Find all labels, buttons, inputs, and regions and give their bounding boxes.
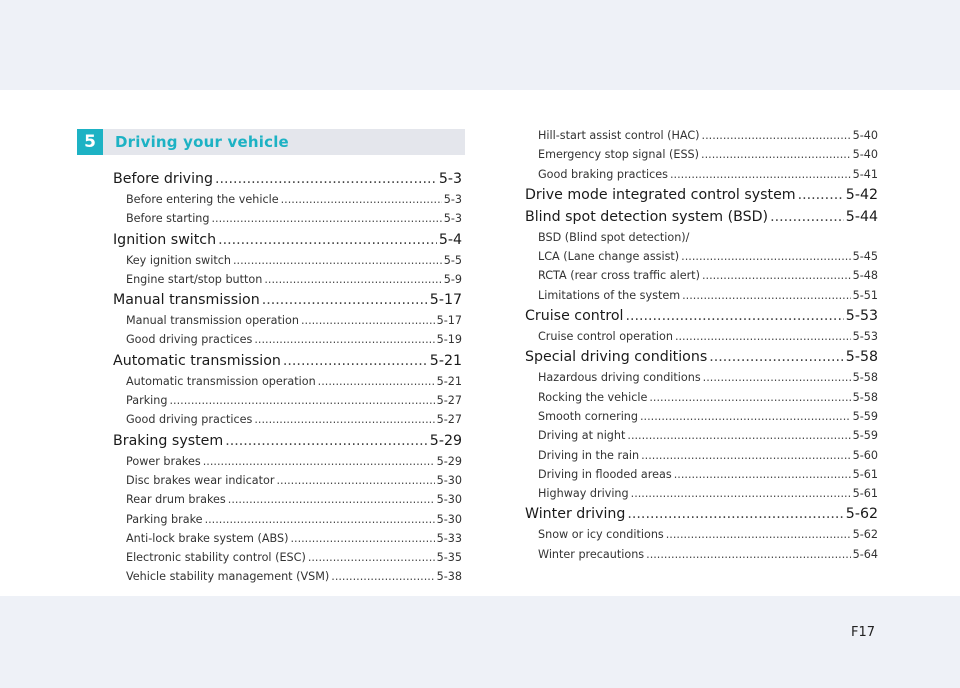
- toc-page-ref: 5-9: [443, 272, 462, 286]
- dot-leader: [666, 525, 851, 544]
- toc-page-ref: 5-61: [852, 467, 878, 481]
- dot-leader: [627, 426, 850, 445]
- toc-page-ref: 5-40: [852, 148, 878, 162]
- toc-entry-label: Special driving conditions: [525, 349, 708, 366]
- toc-page-ref: 5-19: [436, 333, 462, 347]
- toc-subsection-link[interactable]: [525, 545, 878, 564]
- toc-entry-label: LCA (Lane change assist): [538, 250, 680, 264]
- toc-entry-label: Before starting: [126, 212, 210, 226]
- toc-page-ref: 5-58: [852, 371, 878, 385]
- toc-subsection-link[interactable]: [113, 452, 462, 471]
- toc-section-link[interactable]: [525, 206, 878, 228]
- toc-right-column: [525, 126, 878, 564]
- dot-leader: [681, 247, 850, 266]
- toc-subsection-link[interactable]: [525, 465, 878, 484]
- toc-entry-label: Cruise control operation: [538, 330, 673, 344]
- chapter-number: 5: [77, 129, 103, 155]
- toc-page-ref: 5-5: [443, 253, 462, 267]
- chapter-header: [77, 129, 465, 155]
- toc-page-ref: 5-58: [852, 390, 878, 404]
- toc-entry-label: BSD (Blind spot detection)/: [538, 230, 690, 244]
- dot-leader: [646, 545, 850, 564]
- toc-section-link[interactable]: [525, 305, 878, 327]
- toc-page-ref: 5-29: [436, 454, 462, 468]
- toc-left-column: [113, 168, 462, 587]
- toc-entry-label: Good driving practices: [126, 333, 253, 347]
- toc-entry-label: Drive mode integrated control system: [525, 186, 796, 203]
- toc-entry-label: Braking system: [113, 432, 224, 449]
- toc-entry-label: Emergency stop signal (ESS): [538, 148, 700, 162]
- dot-leader: [703, 368, 851, 387]
- toc-page-ref: 5-45: [852, 250, 878, 264]
- dot-leader: [709, 346, 844, 368]
- toc-page-ref: 5-42: [845, 186, 878, 203]
- dot-leader: [218, 229, 437, 251]
- dot-leader: [203, 452, 435, 471]
- toc-entry-label: Good braking practices: [538, 167, 668, 181]
- toc-page-ref: 5-35: [436, 551, 462, 565]
- toc-section-link[interactable]: [113, 350, 462, 372]
- toc-page-ref: 5-60: [852, 448, 878, 462]
- toc-entry-label: Manual transmission: [113, 292, 260, 309]
- toc-entry-label: Automatic transmission: [113, 352, 281, 369]
- dot-leader: [631, 484, 851, 503]
- toc-subsection-link[interactable]: [113, 190, 462, 209]
- toc-entry-label: Ignition switch: [113, 231, 217, 248]
- toc-page-ref: 5-62: [852, 528, 878, 542]
- toc-page-ref: 5-30: [436, 473, 462, 487]
- toc-entry-label: Power brakes: [126, 454, 201, 468]
- toc-section-link[interactable]: [113, 430, 462, 452]
- toc-entry-label: Electronic stability control (ESC): [126, 551, 306, 565]
- toc-page-ref: 5-3: [438, 171, 462, 187]
- toc-entry-label: Hazardous driving conditions: [538, 371, 701, 385]
- dot-leader: [281, 190, 442, 209]
- toc-page-ref: 5-30: [436, 512, 462, 526]
- toc-entry-label: Anti-lock brake system (ABS): [126, 531, 289, 545]
- toc-entry-label: Driving in flooded areas: [538, 467, 672, 481]
- toc-entry-label: Key ignition switch: [126, 253, 231, 267]
- toc-page-ref: 5-17: [436, 314, 462, 328]
- toc-entry-label: Winter precautions: [538, 547, 645, 561]
- toc-subsection-link[interactable]: [113, 311, 462, 330]
- dot-leader: [262, 289, 428, 311]
- toc-section-link[interactable]: [113, 289, 462, 311]
- toc-entry-label: Engine start/stop button: [126, 272, 263, 286]
- toc-page-ref: 5-33: [436, 531, 462, 545]
- toc-entry-label: Disc brakes wear indicator: [126, 473, 275, 487]
- toc-entry-label: Rocking the vehicle: [538, 390, 648, 404]
- toc-page-ref: 5-21: [436, 374, 462, 388]
- top-band: [0, 0, 960, 90]
- dot-leader: [702, 266, 851, 285]
- toc-subsection-link[interactable]: [113, 510, 462, 529]
- toc-entry-label: Smooth cornering: [538, 409, 638, 423]
- toc-entry-label: Highway driving: [538, 487, 629, 501]
- toc-entry-label: Automatic transmission operation: [126, 374, 316, 388]
- chapter-title: Driving your vehicle: [115, 133, 289, 151]
- toc-entry-label: Driving in the rain: [538, 448, 640, 462]
- dot-leader: [301, 311, 435, 330]
- toc-page-ref: 5-51: [852, 288, 878, 302]
- toc-section-link[interactable]: [525, 503, 878, 525]
- toc-page-ref: 5-62: [845, 506, 878, 523]
- dot-leader: [625, 305, 843, 327]
- toc-subsection-link[interactable]: [113, 391, 462, 410]
- dot-leader: [308, 548, 435, 567]
- toc-page-ref: 5-17: [429, 292, 462, 309]
- dot-leader: [264, 270, 441, 289]
- dot-leader: [331, 567, 434, 586]
- toc-subsection-link[interactable]: [525, 368, 878, 387]
- dot-leader: [169, 391, 434, 410]
- toc-subsection-link[interactable]: [113, 209, 462, 228]
- toc-page-ref: 5-61: [852, 487, 878, 501]
- dot-leader: [205, 510, 435, 529]
- dot-leader: [675, 327, 851, 346]
- dot-leader: [640, 407, 851, 426]
- toc-entry-label: Vehicle stability management (VSM): [126, 570, 330, 584]
- toc-subsection-link[interactable]: [525, 228, 878, 247]
- toc-entry-label: Good driving practices: [126, 413, 253, 427]
- toc-entry-label: Rear drum brakes: [126, 493, 226, 507]
- dot-leader: [233, 251, 442, 270]
- toc-page-ref: 5-44: [845, 208, 878, 225]
- toc-section-link[interactable]: [113, 229, 462, 251]
- toc-page-ref: 5-64: [852, 547, 878, 561]
- dot-leader: [682, 286, 851, 305]
- toc-entry-label: Parking: [126, 394, 168, 408]
- dot-leader: [798, 184, 844, 206]
- toc-section-link[interactable]: [525, 184, 878, 206]
- toc-page-ref: 5-4: [438, 231, 462, 248]
- bottom-band: [0, 596, 960, 688]
- toc-subsection-link[interactable]: [525, 286, 878, 305]
- toc-subsection-link[interactable]: [525, 525, 878, 544]
- toc-entry-label: Before entering the vehicle: [126, 193, 279, 206]
- dot-leader: [254, 330, 434, 349]
- dot-leader: [649, 388, 850, 407]
- toc-entry-label: Parking brake: [126, 512, 203, 526]
- toc-page-ref: 5-3: [443, 212, 462, 226]
- toc-subsection-link[interactable]: [113, 529, 462, 548]
- toc-page-ref: 5-30: [436, 493, 462, 507]
- toc-entry-label: Hill-start assist control (HAC): [538, 129, 700, 142]
- toc-page-ref: 5-59: [852, 409, 878, 423]
- toc-subsection-link[interactable]: [525, 327, 878, 346]
- dot-leader: [770, 206, 844, 228]
- toc-subsection-link[interactable]: [113, 490, 462, 509]
- toc-page-ref: 5-29: [429, 432, 462, 449]
- dot-leader: [290, 529, 434, 548]
- dot-leader: [225, 430, 428, 452]
- toc-entry-label: Driving at night: [538, 429, 626, 443]
- toc-subsection-link[interactable]: [525, 484, 878, 503]
- dot-leader: [215, 168, 437, 190]
- page-number: F17: [850, 625, 875, 640]
- dot-leader: [670, 165, 851, 184]
- toc-section-link[interactable]: [113, 168, 462, 190]
- toc-page-ref: 5-59: [852, 429, 878, 443]
- toc-page-ref: 5-53: [845, 308, 878, 325]
- toc-page-ref: 5-48: [852, 269, 878, 283]
- toc-entry-label: Blind spot detection system (BSD): [525, 208, 769, 225]
- toc-subsection-link[interactable]: [525, 446, 878, 465]
- dot-leader: [228, 490, 435, 509]
- toc-subsection-link[interactable]: [113, 410, 462, 429]
- dot-leader: [627, 503, 843, 525]
- dot-leader: [212, 209, 442, 228]
- toc-page-ref: 5-3: [443, 193, 462, 206]
- toc-subsection-link[interactable]: [525, 266, 878, 285]
- toc-subsection-link[interactable]: [525, 145, 878, 164]
- toc-entry-label: Limitations of the system: [538, 288, 681, 302]
- toc-subsection-link[interactable]: [113, 567, 462, 586]
- toc-page-ref: 5-58: [845, 349, 878, 366]
- dot-leader: [641, 446, 850, 465]
- dot-leader: [254, 410, 434, 429]
- dot-leader: [674, 465, 851, 484]
- dot-leader: [283, 350, 428, 372]
- toc-subsection-link[interactable]: [113, 372, 462, 391]
- toc-page-ref: 5-40: [852, 129, 878, 142]
- toc-entry-label: Cruise control: [525, 308, 624, 325]
- toc-entry-label: Winter driving: [525, 506, 626, 523]
- toc-entry-label: RCTA (rear cross traffic alert): [538, 269, 700, 283]
- toc-subsection-link[interactable]: [525, 426, 878, 445]
- toc-subsection-link[interactable]: [525, 247, 878, 266]
- dot-leader: [318, 372, 435, 391]
- toc-page-ref: 5-41: [852, 167, 878, 181]
- toc-subsection-link[interactable]: [113, 471, 462, 490]
- toc-page-ref: 5-38: [436, 570, 462, 584]
- dot-leader: [702, 126, 851, 145]
- toc-section-link[interactable]: [525, 346, 878, 368]
- toc-page-ref: 5-53: [852, 330, 878, 344]
- toc-page-ref: 5-27: [436, 413, 462, 427]
- toc-subsection-link[interactable]: [113, 251, 462, 270]
- dot-leader: [701, 145, 851, 164]
- toc-page-ref: 5-27: [436, 394, 462, 408]
- toc-subsection-link[interactable]: [525, 407, 878, 426]
- toc-subsection-link[interactable]: [113, 548, 462, 567]
- dot-leader: [276, 471, 434, 490]
- toc-entry-label: Manual transmission operation: [126, 314, 299, 328]
- toc-entry-label: Snow or icy conditions: [538, 528, 664, 542]
- toc-subsection-link[interactable]: [525, 388, 878, 407]
- toc-page-ref: 5-21: [429, 352, 462, 369]
- toc-subsection-link[interactable]: [525, 126, 878, 145]
- toc-subsection-link[interactable]: [113, 270, 462, 289]
- toc-subsection-link[interactable]: [113, 330, 462, 349]
- toc-subsection-link[interactable]: [525, 165, 878, 184]
- toc-entry-label: Before driving: [113, 171, 214, 187]
